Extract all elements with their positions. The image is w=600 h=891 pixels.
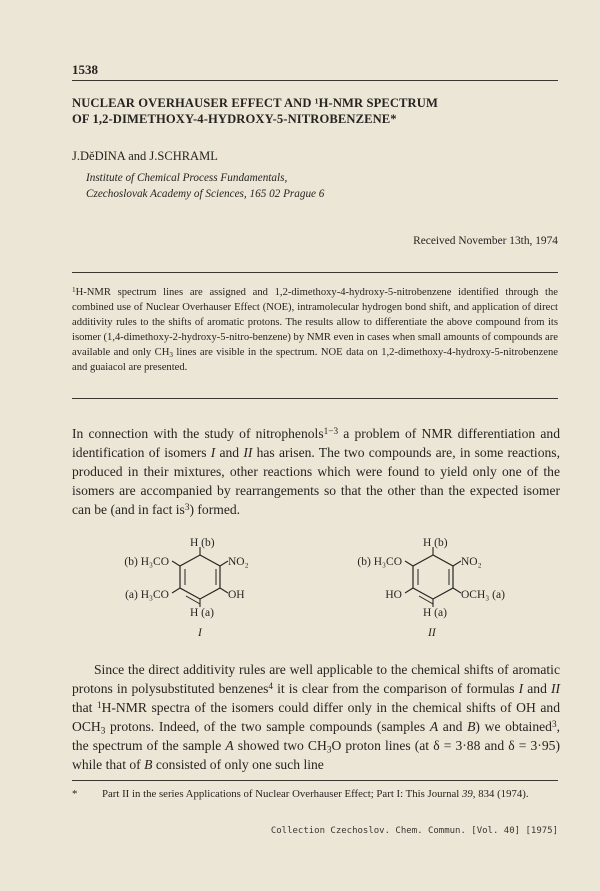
p2-sample-B: B [467,719,476,734]
title-line-1: NUCLEAR OVERHAUSER EFFECT AND ¹H-NMR SPECTRUM [72,96,438,110]
p2-sample-A: A [429,719,439,734]
II-ul-label: (b) H₃CO [357,556,402,568]
I-ul-label: (b) H₃CO [124,556,169,568]
p2-k: O proton lines (at [331,738,434,753]
p1-a: In connection with the study of nitrophenols [72,426,324,441]
affiliation-line-2: Czechoslovak Academy of Sciences, 165 02 Prague 6 [86,188,325,200]
p1-b: a problem of NMR differentiation and identification of isomers [72,426,561,460]
footnote-mark: * [72,788,78,800]
p1-ref-1: 1−3 [323,425,339,436]
paragraph-2 [72,660,560,774]
benzene-ring-II [413,555,453,599]
p2-sample-A-2: A [225,738,234,753]
p2-ref-3: 3 [551,718,557,729]
II-ur-label: NO₂ [461,556,482,568]
p2-i: , the spectrum of the sample [72,719,560,753]
p2-n: consisted of only one such line [152,757,324,772]
received-date: Received November 13th, 1974 [413,235,558,247]
I-ll-label: (a) H₃CO [125,589,169,601]
p2-sample-B-2: B [144,757,153,772]
p2-m: ) while that of [72,738,560,772]
p2-sub-3b: 3 [326,744,332,755]
p2-h: ) we obtained [475,719,552,734]
p1-d: has arisen. The two compounds are, in some reactions, produced in their mixtures, other reactions which were found to yield only one of the isomers are accompanied by rearrangements so that the other than the expected isomer can be (and in fact is [72,445,560,517]
p2-j: showed two CH [233,738,327,753]
abstract-sub-3: 3 [169,350,173,359]
p2-isomer-II: II [550,681,560,696]
p2-c: and [523,681,551,696]
title-line-2: OF 1,2-DIMETHOXY-4-HYDROXY-5-NITROBENZENE* [72,112,397,126]
abstract-text-2: lines are visible in the spectrum. NOE data on 1,2-dimethoxy-4-hydroxy-5-nitrobenzene and guaiacol are presented. [72,347,558,373]
bond-II-ul [405,561,413,566]
p2-delta-1: δ = 3·88 [433,738,481,753]
II-lr-label: OCH₃ (a) [461,589,505,601]
bond-I-lr [220,588,228,593]
journal-footer: Collection Czechoslov. Chem. Commun. [Vol. 40] [1975] [270,826,558,836]
p2-f: protons. Indeed, of the two sample compounds (samples [105,719,430,734]
II-bottom-label: H (a) [423,607,447,619]
I-lr-label: OH [228,589,245,601]
footnote-volume: 39 [462,788,473,800]
p2-l: and [480,738,509,753]
abstract-sup-1: 1 [72,285,76,294]
footnote [72,787,558,802]
footnote-text [72,787,558,802]
II-compound-label: II [428,627,436,639]
abstract-text-1: H-NMR spectrum lines are assigned and 1,2-dimethoxy-4-hydroxy-5-nitrobenzene identified through the combined use of Nuclear Overhauser Effect (NOE), intramolecular hydrogen bond shift, and application of direct additivity rules to the shifts of aromatic protons. The results allow to differentiate the above compound from its isomer (1,4-dimethoxy-2-hydroxy-5-nitro-benzene) by NMR even in cases when small amounts of compounds are available and only CH [72,287,558,358]
bond-II-ur [453,561,461,566]
p2-a: Since the direct additivity rules are well applicable to the chemical shifts of aromatic protons in polysubstituted benzenes [72,662,560,696]
structure-I [124,537,248,639]
footnote-b: , 834 (1974). [472,788,529,800]
p1-isomer-II: II [243,445,253,460]
page-number: 1538 [72,62,98,77]
bond-I-ur [220,561,228,566]
p2-b: it is clear from the comparison of formulas [273,681,519,696]
II-ll-label: HO [385,589,402,601]
p2-d: that [72,700,97,715]
I-top-label: H (b) [190,537,215,549]
p1-c: and [215,445,244,460]
structure-II [357,537,505,639]
p2-g: and [438,719,468,734]
II-top-label: H (b) [423,537,448,549]
I-bottom-label: H (a) [190,607,214,619]
p2-ref-4: 4 [268,680,274,691]
affiliation-line-1: Institute of Chemical Process Fundamentals, [86,172,288,184]
benzene-ring-I [180,555,220,599]
p2-delta-2: δ = 3·95 [508,738,556,753]
bond-I-ll [172,588,180,593]
p2-e: H-NMR spectra of the isomers could differ only in the chemical shifts of OH and OCH [72,700,560,734]
p2-isomer-I: I [518,681,524,696]
bond-I-ul [172,561,180,566]
p2-sup-1: 1 [96,699,102,710]
bond-II-ll [405,588,413,593]
p1-e: ) formed. [189,502,241,517]
p1-ref-3: 3 [184,501,190,512]
I-ur-label: NO₂ [228,556,249,568]
p1-isomer-I: I [210,445,216,460]
authors: J.DěDINA and J.SCHRAML [72,149,218,163]
p2-sub-3a: 3 [100,725,106,736]
footnote-a: Part II in the series Applications of Nuclear Overhauser Effect; Part I: This Journal [102,788,462,800]
I-compound-label: I [198,627,202,639]
footnote-rule [72,780,558,781]
bond-II-lr [453,588,461,593]
